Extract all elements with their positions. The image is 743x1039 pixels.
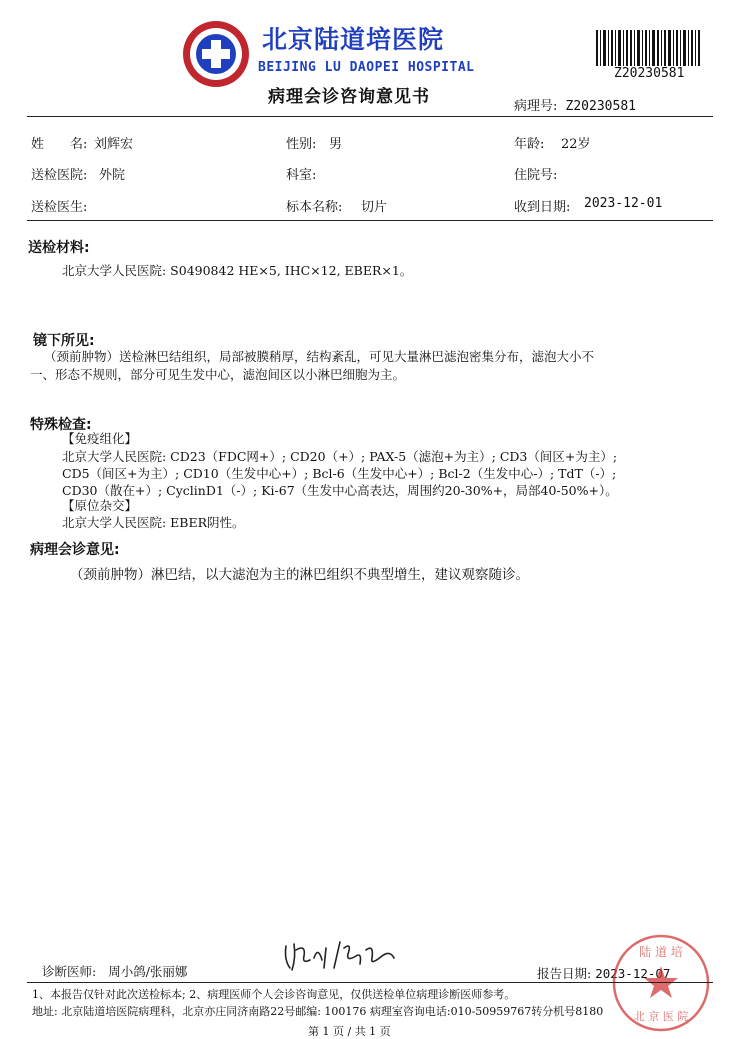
inpatient-no-label: 住院号:: [514, 168, 558, 183]
diagnosing-doctor: [42, 962, 187, 980]
special-exam-heading: 特殊检查:: [30, 417, 92, 433]
barcode-number: Z20230581: [614, 66, 685, 81]
info-divider: [27, 220, 713, 221]
age-label: 年龄:: [514, 137, 545, 152]
patient-name-label: 姓 名:: [31, 137, 88, 152]
pathology-number-label: 病理号:: [514, 99, 558, 114]
report-date-label: 报告日期:: [537, 966, 592, 981]
barcode: [596, 30, 700, 66]
svg-text:北 京 医 院: 北 京 医 院: [633, 1010, 689, 1023]
microscopy-line-2: 一、形态不规则，部分可见生发中心，滤泡间区以小淋巴细胞为主。: [30, 367, 406, 382]
microscopy-line-1: （颈前肿物）送检淋巴结组织，局部被膜稍厚，结构紊乱，可见大量淋巴滤泡密集分布，滤泡大小不: [44, 349, 595, 364]
department-label: 科室:: [286, 168, 317, 183]
doctor-names: 周小鸽/张丽娜: [108, 964, 188, 979]
hospital-seal: [608, 932, 714, 1034]
page-indicator: 第 1 页 / 共 1 页: [308, 1025, 391, 1038]
microscopy-heading: 镜下所见:: [33, 333, 95, 349]
pathology-number-value: Z20230581: [565, 99, 636, 114]
report-date-value: 2023-12-07: [595, 966, 671, 981]
patient-name: 刘辉宏: [94, 137, 134, 152]
sending-hospital-label: 送检医院:: [31, 168, 88, 183]
opinion-text: （颈前肿物）淋巴结，以大滤泡为主的淋巴组织不典型增生，建议观察随诊。: [70, 567, 529, 583]
svg-text:陆 道 培: 陆 道 培: [639, 945, 683, 959]
gender-label: 性别:: [286, 137, 317, 152]
ihc-line-2: CD5（间区+为主）; CD10（生发中心+）; Bcl-6（生发中心+）; Bcl-2（生发中心-）; TdT（-）;: [62, 466, 617, 481]
ish-title: 【原位杂交】: [62, 498, 138, 513]
hospital-logo: [182, 20, 250, 88]
ihc-line-1: 北京大学人民医院: CD23（FDC网+）; CD20（+）; PAX-5（滤泡+为主）; CD3（间区+为主）;: [62, 449, 618, 464]
received-date-value: 2023-12-01: [584, 196, 663, 211]
footer-note: 1、本报告仅针对此次送检标本; 2、病理医师个人会诊咨询意见，仅供送检单位病理诊断医师参考。: [32, 988, 516, 1001]
doctor-label: 诊断医师:: [42, 964, 97, 979]
pathology-number: [514, 95, 636, 114]
hospital-name-en: BEIJING LU DAOPEI HOSPITAL: [258, 60, 475, 75]
header-divider: [27, 116, 713, 117]
sending-doctor-label: 送检医生:: [31, 200, 88, 215]
received-date-label: 收到日期:: [514, 200, 571, 215]
materials-text: 北京大学人民医院: S0490842 HE×5, IHC×12, EBER×1。: [62, 263, 413, 278]
age-value: 22岁: [561, 137, 591, 152]
doctor-signature: [282, 938, 400, 974]
materials-heading: 送检材料:: [28, 240, 90, 256]
opinion-heading: 病理会诊意见:: [30, 542, 120, 558]
sending-hospital-value: 外院: [99, 168, 126, 183]
specimen-label: 标本名称:: [286, 200, 343, 215]
specimen-value: 切片: [361, 200, 388, 215]
gender-value: 男: [329, 137, 343, 152]
ish-line: 北京大学人民医院: EBER阴性。: [62, 515, 245, 530]
hospital-name-cn: 北京陆道培医院: [262, 25, 445, 54]
footer-address: 地址: 北京陆道培医院病理科，北京亦庄同济南路22号邮编: 100176 病理室咨询电话:010-50959767转分机号8180: [32, 1005, 604, 1018]
footer-divider: [27, 982, 713, 983]
document-title: 病理会诊咨询意见书: [268, 87, 430, 107]
ihc-title: 【免疫组化】: [62, 431, 138, 446]
ihc-line-3: CD30（散在+）; CyclinD1（-）; Ki-67（生发中心高表达，周围约20-30%+，局部40-50%+）。: [62, 483, 618, 498]
